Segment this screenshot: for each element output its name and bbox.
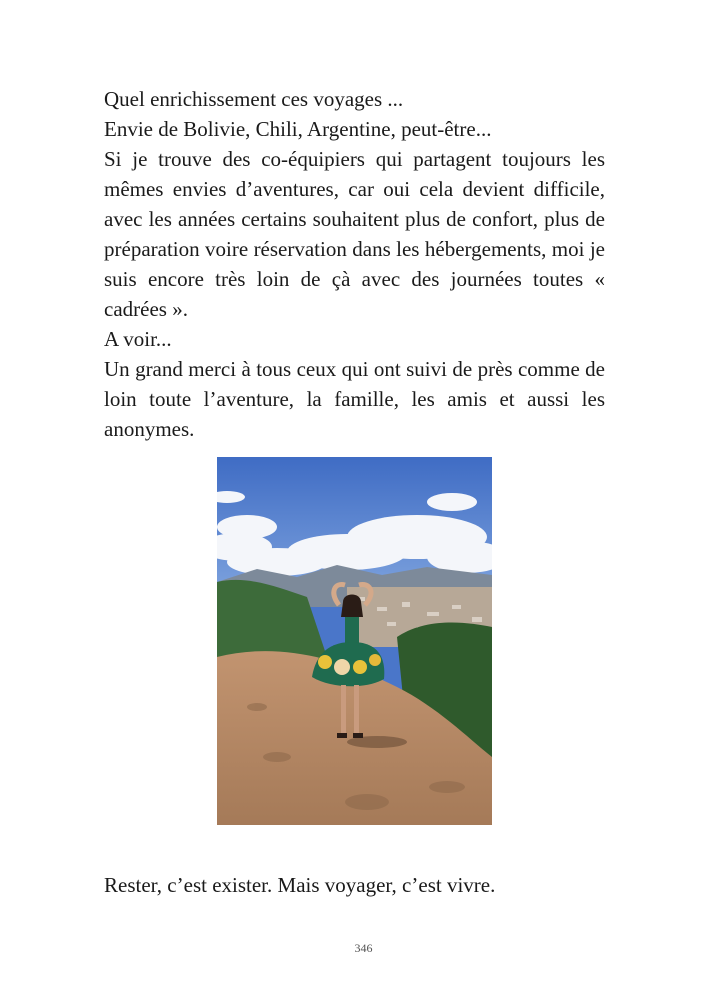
- travel-photo: [217, 457, 492, 825]
- paragraph-2: Envie de Bolivie, Chili, Argentine, peut-être...: [104, 117, 492, 141]
- body-text: [104, 84, 605, 444]
- travel-photo-illustration: [217, 457, 492, 825]
- paragraph-1: Quel enrichissement ces voyages ...: [104, 87, 404, 111]
- paragraph-3: Si je trouve des co-équipiers qui partagent toujours les mêmes envies d’aventures, car oui cela devient difficile, avec les années certains souhaitent plus de confort, plus de préparation voire réservation dans les hébergements, moi je suis encore très loin de çà avec des journées toutes « cadrées ».: [104, 147, 605, 321]
- closing-quote: Rester, c’est exister. Mais voyager, c’est vivre.: [104, 873, 496, 897]
- paragraph-4: A voir...: [104, 327, 172, 351]
- page-number: 346: [354, 941, 373, 955]
- paragraph-5: Un grand merci à tous ceux qui ont suivi de près comme de loin toute l’aventure, la famille, les amis et aussi les anonymes.: [104, 357, 605, 441]
